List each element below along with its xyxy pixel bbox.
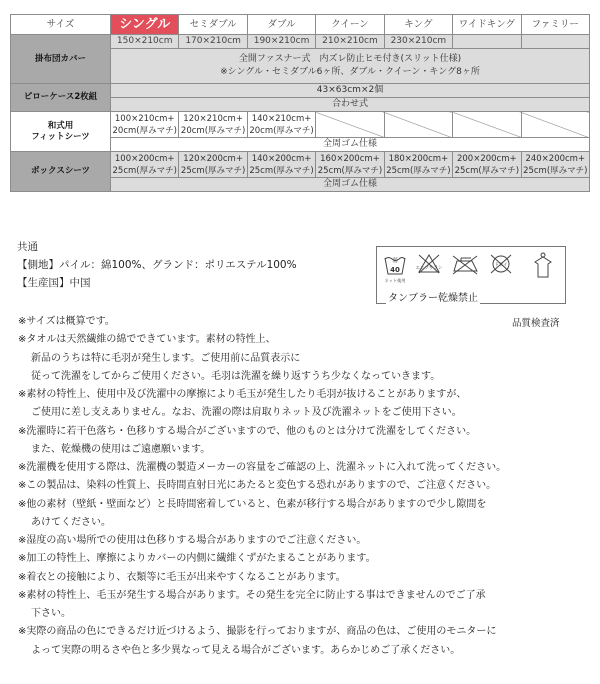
box-size-wide-king-gusset: 25cm(厚みマチ) <box>454 165 520 176</box>
comforter-dim-wide-king <box>453 35 521 49</box>
fitted-na-family <box>521 112 589 138</box>
size-semi-double: セミダブル <box>179 15 247 35</box>
box-size-king <box>384 152 452 178</box>
no-iron-icon <box>453 256 477 274</box>
wash-strength-label: 弱 <box>392 258 398 264</box>
size-header-row <box>11 15 590 35</box>
fitted-size-double-gusset: 20cm(厚みマチ) <box>249 125 314 136</box>
note-line: ※この製品は、染料の性質上、長時間直射日光にあたると変色する恐れがありますので、ご注意ください。 <box>18 480 497 492</box>
fitted-size-double-main: 140×210cm+ <box>251 113 312 124</box>
box-size-single-main: 100×200cm+ <box>114 153 175 164</box>
box-size-queen-main: 160×200cm+ <box>320 153 380 164</box>
box-size-double-gusset: 25cm(厚みマチ) <box>249 165 314 176</box>
box-sizes-row <box>11 152 590 178</box>
wash-tub-icon <box>385 256 406 284</box>
hang-dry-icon <box>535 253 551 277</box>
box-size-double-main: 140×200cm+ <box>251 153 312 164</box>
box-size-semi-double <box>179 152 247 178</box>
note-line: ※素材の特性上、使用中及び洗濯中の摩擦により毛玉が発生したり毛羽が抜けることがありますが、 <box>18 389 467 400</box>
note-line: 新品のうちは特に毛羽が発生します。ご使用前に品質表示に <box>31 352 301 364</box>
fitted-size-single-main: 100×210cm+ <box>114 113 175 124</box>
fitted-label-line2: フィットシーツ <box>31 131 90 142</box>
fitted-size-single-gusset: 20cm(厚みマチ) <box>112 125 177 136</box>
fitted-label-line1: 和式用 <box>47 120 74 131</box>
box-size-king-gusset: 25cm(厚みマチ) <box>386 165 451 176</box>
pillow-size-row <box>11 84 590 98</box>
bleach-label: エンソサラシ <box>415 266 443 271</box>
comforter-note-line1: 全開ファスナー式 内ズレ防止ヒモ付き(スリット仕様) <box>238 54 462 64</box>
comforter-dim-semi-double: 170×210cm <box>179 35 247 49</box>
box-size-single-gusset: 25cm(厚みマチ) <box>112 165 177 176</box>
comforter-dim-double: 190×210cm <box>247 35 315 49</box>
box-size-family-gusset: 25cm(厚みマチ) <box>523 165 588 176</box>
fitted-note: 全周ゴム仕様 <box>111 138 590 152</box>
comforter-dim-family <box>521 35 589 49</box>
box-size-queen <box>316 152 384 178</box>
fitted-na-wide-king <box>453 112 521 138</box>
comforter-dims-row <box>11 35 590 49</box>
size-queen: クイーン <box>316 15 384 35</box>
fitted-size-double <box>247 112 315 138</box>
comforter-dim-queen: 210×210cm <box>316 35 384 49</box>
box-label: ボックスシーツ <box>11 152 111 192</box>
note-line: ※サイズは概算です。 <box>18 316 115 327</box>
no-bleach-icon <box>416 255 443 273</box>
note-line: ※実際の商品の色にできるだけ近づけるよう、撮影を行っておりますが、商品の色は、ご使用のモニターに <box>18 626 497 638</box>
comforter-dim-single: 150×210cm <box>111 35 179 49</box>
fitted-sizes-row <box>11 112 590 138</box>
pillow-label: ピローケース2枚組 <box>11 84 111 112</box>
general-heading: 共通 <box>17 241 38 253</box>
note-line: また、乾燥機の使用はご遠慮願います。 <box>31 443 211 455</box>
box-size-semi-double-gusset: 25cm(厚みマチ) <box>180 165 246 176</box>
size-header-label: サイズ <box>11 15 111 35</box>
size-double: ダブル <box>247 15 315 35</box>
box-size-semi-double-main: 120×200cm+ <box>183 153 243 164</box>
note-line: あけてください。 <box>31 516 111 528</box>
no-dry-clean-icon <box>491 255 511 273</box>
note-line: ※他の素材（壁紙・壁面など）と長時間密着していると、色素が移行する場合がありますので少し隙間を <box>18 498 487 510</box>
fitted-size-semi-double-gusset: 20cm(厚みマチ) <box>180 125 246 136</box>
box-size-queen-gusset: 25cm(厚みマチ) <box>317 165 383 176</box>
fitted-na-queen <box>316 112 384 138</box>
box-size-wide-king-main: 200×200cm+ <box>456 153 517 164</box>
note-line: ※タオルは天然繊維の綿でできています。素材の特性上、 <box>18 334 276 346</box>
size-single: シングル <box>111 15 179 35</box>
note-line: 従って洗濯をしてからご使用ください。毛羽は洗濯を繰り返すうち少なくなっていきます。 <box>31 370 441 382</box>
dry-clean-label: ドライ <box>494 263 508 268</box>
fitted-size-semi-double <box>179 112 247 138</box>
box-note: 全周ゴム仕様 <box>111 178 590 192</box>
box-size-king-main: 180×200cm+ <box>388 153 449 164</box>
fitted-label <box>11 112 111 152</box>
country-of-origin: 【生産国】中国 <box>17 277 91 289</box>
tumble-dry-prohibited-label: タンブラー乾燥禁止 <box>386 289 480 304</box>
fitted-na-king <box>384 112 452 138</box>
general-info <box>17 238 297 292</box>
comforter-note-line2: ※シングル・セミダブル6ヶ所、ダブル・クイーン・キング8ヶ所 <box>220 67 480 77</box>
note-line: ※洗濯時に若干色落ち・色移りする場合がございますので、他のものとは分けて洗濯をしてください。 <box>18 425 477 437</box>
size-family: ファミリー <box>521 15 589 35</box>
pillow-style: 合わせ式 <box>111 98 590 112</box>
box-size-family <box>521 152 589 178</box>
box-size-family-main: 240×200cm+ <box>525 153 586 164</box>
note-line: よって実際の明るさや色と多少異なって見える場合がございます。あらかじめご了承ください。 <box>31 644 461 656</box>
quality-checked-label: 品質検査済 <box>512 318 560 329</box>
fabric-composition: 【側地】パイル：綿100%、グランド：ポリエステル100% <box>17 259 297 271</box>
fitted-size-single <box>111 112 179 138</box>
note-line: ご使用に差し支えありません。なお、洗濯の際は肩取りネット及び洗濯ネットをご使用下さい。 <box>31 407 462 419</box>
fitted-size-semi-double-main: 120×210cm+ <box>183 113 243 124</box>
note-line: 下さい。 <box>31 608 71 619</box>
note-line: ※洗濯機を使用する際は、洗濯機の製造メーカーの容量をご確認の上、洗濯ネットに入れて洗ってください。 <box>18 462 507 473</box>
box-size-wide-king <box>453 152 521 178</box>
note-line: ※素材の特性上、毛玉が発生する場合があります。その発生を完全に防止する事はできませんのでご了承 <box>18 589 486 601</box>
wash-temp-label: 40 <box>390 266 400 274</box>
size-wide-king: ワイドキング <box>453 15 521 35</box>
comforter-dim-king: 230×210cm <box>384 35 452 49</box>
box-size-double <box>247 152 315 178</box>
comforter-label: 掛布団カバー <box>11 35 111 84</box>
net-use-label: ネット使用 <box>384 278 406 283</box>
note-line: ※加工の特性上、摩擦によりカバーの内側に繊維くずがたまることがあります。 <box>18 553 376 565</box>
note-line: ※着衣との接触により、衣類等に毛玉が出来やすくなることがあります。 <box>18 571 346 583</box>
size-spec-table <box>10 14 590 192</box>
box-size-single <box>111 152 179 178</box>
comforter-note <box>111 49 590 84</box>
note-line: ※湿度の高い場所での使用は色移りする場合がありますのでご注意ください。 <box>18 535 367 546</box>
pillow-size: 43×63cm×2個 <box>111 84 590 98</box>
size-king: キング <box>384 15 452 35</box>
product-notes <box>18 313 588 660</box>
